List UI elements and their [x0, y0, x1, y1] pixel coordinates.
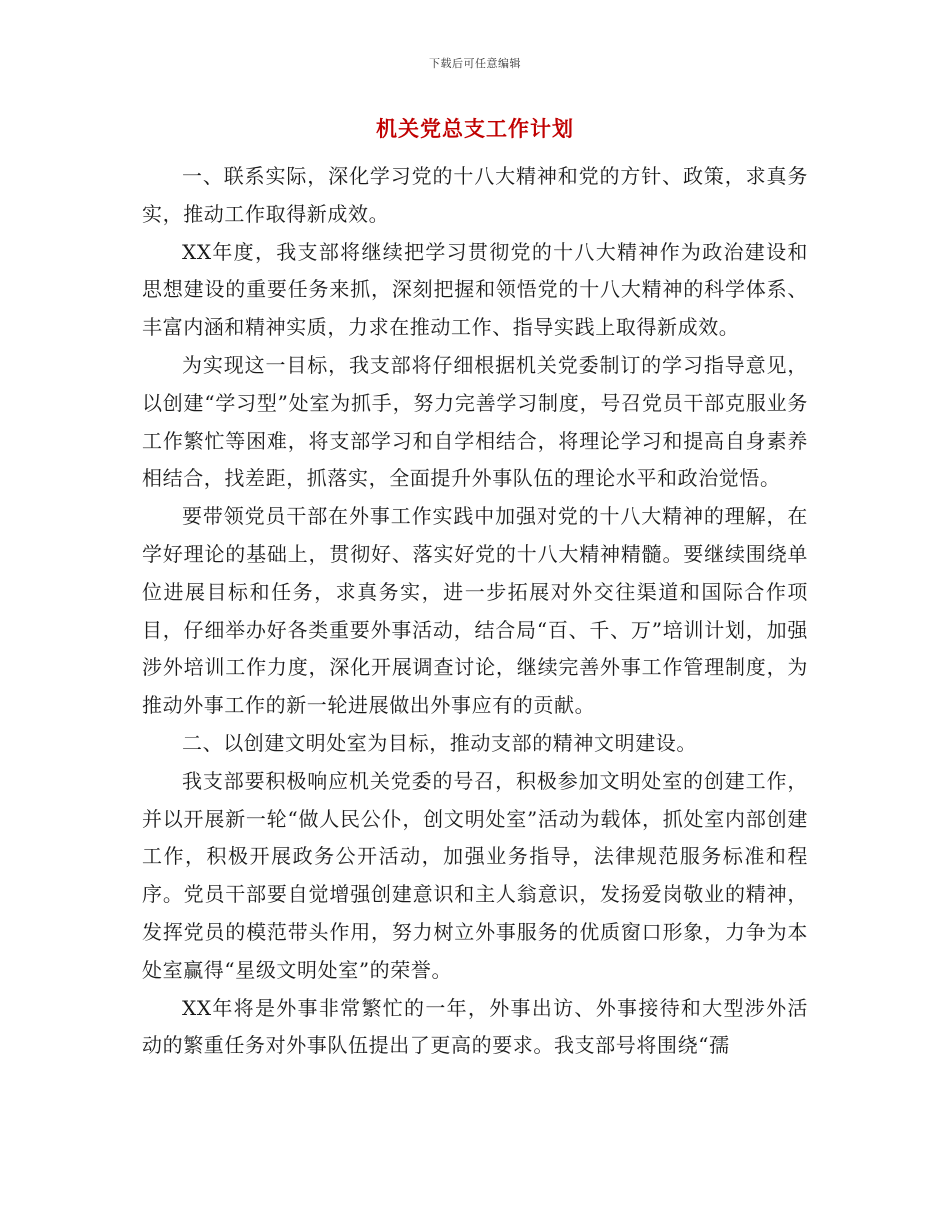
- header-note: 下载后可任意编辑: [429, 57, 521, 70]
- paragraph: 要带领党员干部在外事工作实践中加强对党的十八大精神的理解，在学好理论的基础上，贯彻好、落实好党的十八大精神精髓。要继续围绕单位进展目标和任务，求真务实，进一步拓展对外交往渠道和国际合作项目，仔细举办好各类重要外事活动，结合局“百、千、万”培训计划，加强涉外培训工作力度，深化开展调查讨论，继续完善外事工作管理制度，为推动外事工作的新一轮进展做出外事应有的贡献。: [142, 504, 808, 718]
- paragraph: 我支部要积极响应机关党委的号召，积极参加文明处室的创建工作，并以开展新一轮“做人民公仆，创文明处室”活动为载体，抓处室内部创建工作，积极开展政务公开活动，加强业务指导，法律规范服务标准和程序。党员干部要自觉增强创建意识和主人翁意识，发扬爱岗敬业的精神，发挥党员的模范带头作用，努力树立外事服务的优质窗口形象，力争为本处室赢得“星级文明处室”的荣誉。: [142, 768, 808, 982]
- document-title: 机关党总支工作计划: [376, 116, 574, 141]
- paragraph: 一、联系实际，深化学习党的十八大精神和党的方针、政策，求真务实，推动工作取得新成效。: [142, 164, 808, 226]
- paragraph: XX年将是外事非常繁忙的一年，外事出访、外事接待和大型涉外活动的繁重任务对外事队伍提出了更高的要求。我支部号将围绕“孺: [142, 995, 808, 1058]
- document-body: [142, 158, 808, 1065]
- paragraph: XX年度，我支部将继续把学习贯彻党的十八大精神作为政治建设和思想建设的重要任务来抓，深刻把握和领悟党的十八大精神的科学体系、丰富内涵和精神实质，力求在推动工作、指导实践上取得新成效。: [142, 239, 808, 340]
- paragraph: 为实现这一目标，我支部将仔细根据机关党委制订的学习指导意见，以创建“学习型”处室为抓手，努力完善学习制度，号召党员干部克服业务工作繁忙等困难，将支部学习和自学相结合，将理论学习和提高自身素养相结合，找差距，抓落实，全面提升外事队伍的理论水平和政治觉悟。: [142, 352, 808, 491]
- paragraph: 二、以创建文明处室为目标，推动支部的精神文明建设。: [182, 730, 697, 755]
